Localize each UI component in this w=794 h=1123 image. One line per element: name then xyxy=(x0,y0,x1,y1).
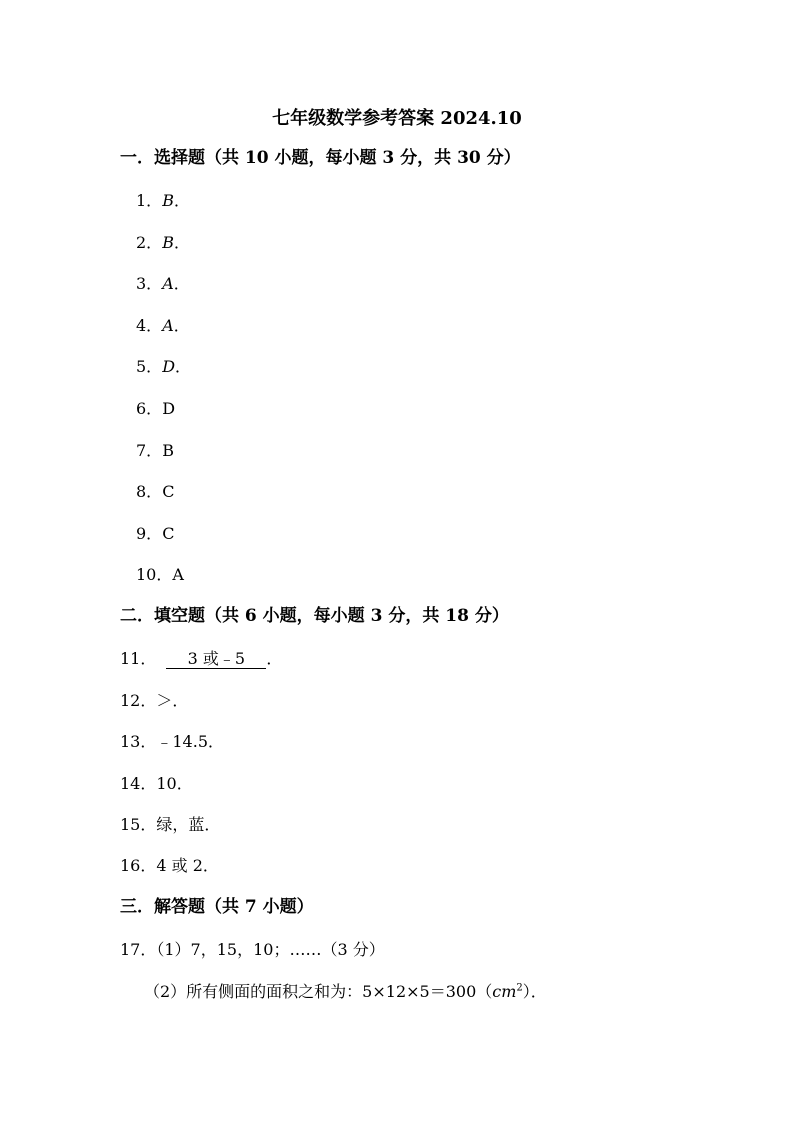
answer-suffix: ）． xyxy=(522,982,547,1001)
answer-item-1 xyxy=(136,190,190,212)
answer-item-4 xyxy=(136,315,190,337)
answer-number: 8． xyxy=(136,482,163,501)
answer-number: 1． xyxy=(136,191,163,210)
answer-value: 10． xyxy=(156,774,193,793)
section-heading-fill: 二．填空题（共 6 小题，每小题 3 分，共 18 分） xyxy=(120,606,509,626)
answer-text: （2）所有侧面的面积之和为：5×12×5＝300（ xyxy=(144,982,493,1001)
answer-number: 2． xyxy=(136,233,163,252)
answer-item-2 xyxy=(136,232,190,254)
answer-number: 13． xyxy=(120,732,157,751)
answer-value: D xyxy=(162,357,176,376)
answer-item-16 xyxy=(120,855,219,877)
answer-item-12 xyxy=(120,690,188,712)
answer-value: D xyxy=(162,399,176,418)
answer-value: A xyxy=(162,274,174,293)
answer-suffix: ． xyxy=(175,357,192,376)
section-heading-choice: 一．选择题（共 10 小题，每小题 3 分，共 30 分） xyxy=(120,148,521,168)
section-heading-solve: 三．解答题（共 7 小题） xyxy=(120,897,314,917)
answer-number: 10． xyxy=(136,565,173,584)
answer-item-17-part2 xyxy=(144,981,547,1003)
answer-blank: 3 或﹣5 xyxy=(166,650,266,669)
answer-item-3 xyxy=(136,273,190,295)
answer-number: 9． xyxy=(136,524,163,543)
answer-number: 7． xyxy=(136,441,163,460)
answer-number: 3． xyxy=(136,274,163,293)
answer-suffix: ． xyxy=(173,233,190,252)
answer-item-9 xyxy=(136,523,174,545)
answer-number: 4． xyxy=(136,316,163,335)
answer-item-11 xyxy=(120,648,282,670)
unit-text: cm xyxy=(492,982,517,1001)
answer-item-5 xyxy=(136,356,191,378)
page-title: 七年级数学参考答案 2024.10 xyxy=(272,108,522,129)
answer-value: 绿，蓝． xyxy=(156,815,221,834)
answer-number: 16． xyxy=(120,856,157,875)
answer-value: B xyxy=(162,191,174,210)
answer-item-10 xyxy=(136,564,184,586)
answer-value: C xyxy=(162,482,175,501)
answer-value: A xyxy=(172,565,184,584)
answer-suffix: ． xyxy=(266,649,283,668)
answer-number: 15． xyxy=(120,815,157,834)
unit-exponent: 2 xyxy=(516,982,523,994)
answer-number: 12． xyxy=(120,691,157,710)
answer-suffix: ． xyxy=(173,316,190,335)
answer-number: 14． xyxy=(120,774,157,793)
answer-item-6 xyxy=(136,398,175,420)
answer-value: B xyxy=(162,441,174,460)
answer-value: 4 或 2． xyxy=(156,856,219,875)
answer-suffix: ． xyxy=(173,191,190,210)
answer-value: C xyxy=(162,524,175,543)
answer-suffix: ． xyxy=(173,274,190,293)
answer-value: A xyxy=(162,316,174,335)
answer-number: 6． xyxy=(136,399,163,418)
answer-number: 11． xyxy=(120,649,157,668)
answer-item-8 xyxy=(136,481,174,503)
answer-item-7 xyxy=(136,440,174,462)
answer-value: ﹣14.5． xyxy=(156,732,225,751)
answer-value: ＞． xyxy=(156,691,189,710)
answer-value: B xyxy=(162,233,174,252)
answer-item-17-part1: 17．（1）7，15，10；……（3 分） xyxy=(120,940,385,959)
answer-item-15 xyxy=(120,814,220,836)
answer-number: 5． xyxy=(136,357,163,376)
answer-item-14 xyxy=(120,773,193,795)
answer-item-13 xyxy=(120,731,224,753)
